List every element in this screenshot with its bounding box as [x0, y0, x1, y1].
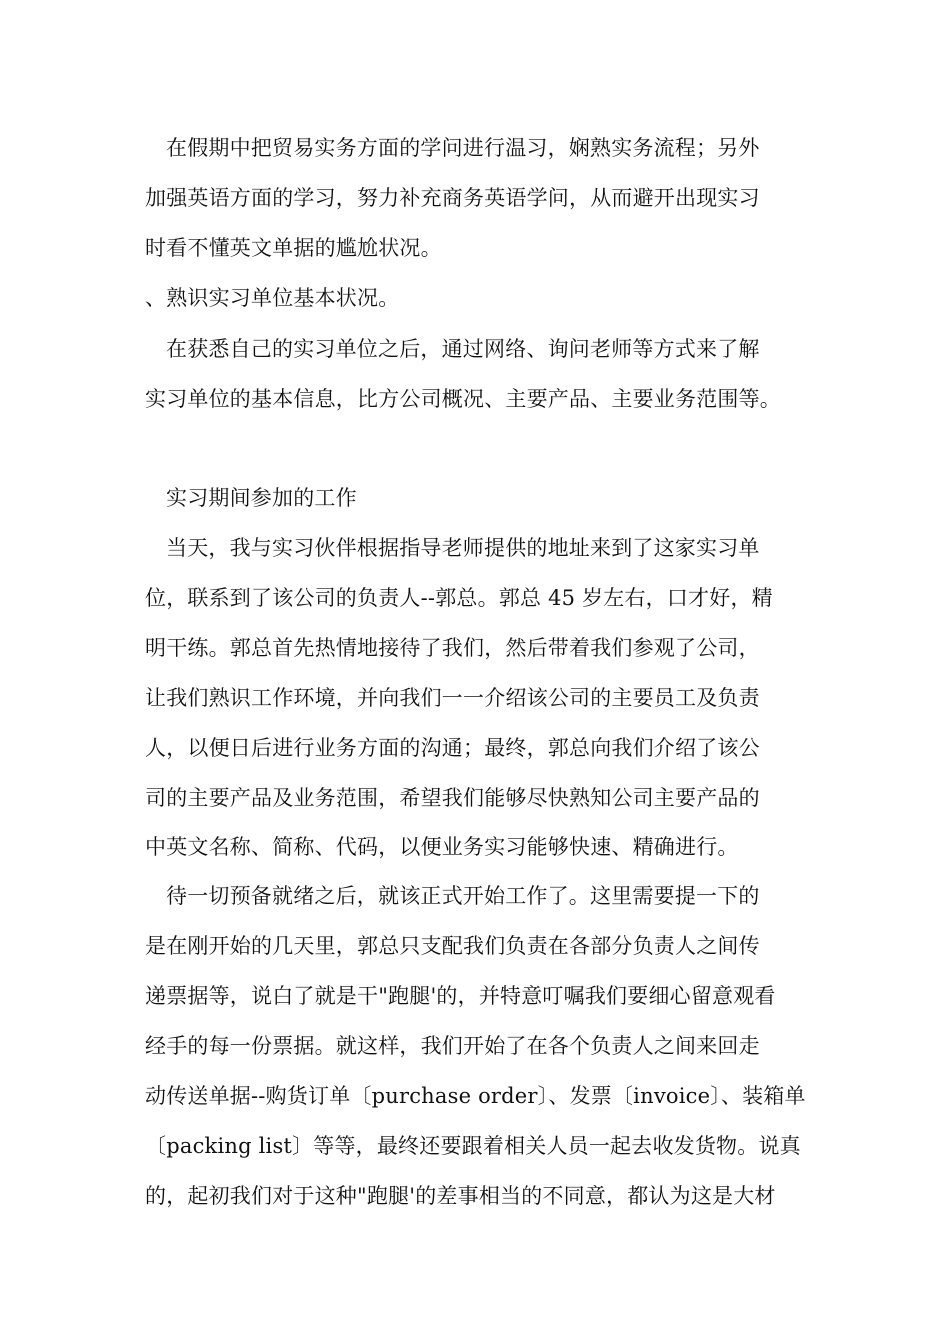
paragraph-line: 动传送单据--购货订单〔purchase order〕、发票〔invoice〕、装箱单	[145, 1084, 806, 1108]
paragraph-line: 经手的每一份票据。就这样，我们开始了在各个负责人之间来回走	[145, 1034, 760, 1058]
paragraph-line: 明干练。郭总首先热情地接待了我们，然后带着我们参观了公司，	[145, 636, 760, 660]
paragraph-line: 司的主要产品及业务范围，希望我们能够尽快熟知公司主要产品的	[145, 786, 760, 810]
paragraph-line: 加强英语方面的学习，努力补充商务英语学问，从而避开出现实习	[145, 186, 760, 210]
section-heading: 实习期间参加的工作	[166, 486, 357, 510]
paragraph-line: 人，以便日后进行业务方面的沟通；最终，郭总向我们介绍了该公	[145, 736, 760, 760]
paragraph-line: 实习单位的基本信息，比方公司概况、主要产品、主要业务范围等。	[145, 387, 781, 411]
paragraph-line: 递票据等，说白了就是干"跑腿'的，并特意叮嘱我们要细心留意观看	[145, 984, 776, 1008]
paragraph-line: 在假期中把贸易实务方面的学问进行温习，娴熟实务流程；另外	[166, 136, 760, 160]
paragraph-line: 〔packing list〕等等，最终还要跟着相关人员一起去收发货物。说真	[145, 1134, 801, 1158]
paragraph-line: 的，起初我们对于这种"跑腿'的差事相当的不同意，都认为这是大材	[145, 1184, 776, 1208]
paragraph-line: 是在刚开始的几天里，郭总只支配我们负责在各部分负责人之间传	[145, 934, 760, 958]
paragraph-line: 让我们熟识工作环境，并向我们一一介绍该公司的主要员工及负责	[145, 686, 760, 710]
paragraph-line: 待一切预备就绪之后，就该正式开始工作了。这里需要提一下的	[166, 884, 760, 908]
paragraph-line: 在获悉自己的实习单位之后，通过网络、询问老师等方式来了解	[166, 337, 760, 361]
paragraph-line: 位，联系到了该公司的负责人--郭总。郭总 45 岁左右，口才好，精	[145, 586, 773, 610]
paragraph-line: 时看不懂英文单据的尴尬状况。	[145, 236, 442, 260]
paragraph-line: 当天，我与实习伙伴根据指导老师提供的地址来到了这家实习单	[166, 536, 760, 560]
paragraph-line: 中英文名称、简称、代码，以便业务实习能够快速、精确进行。	[145, 835, 739, 859]
section-heading: 、熟识实习单位基本状况。	[145, 286, 400, 310]
